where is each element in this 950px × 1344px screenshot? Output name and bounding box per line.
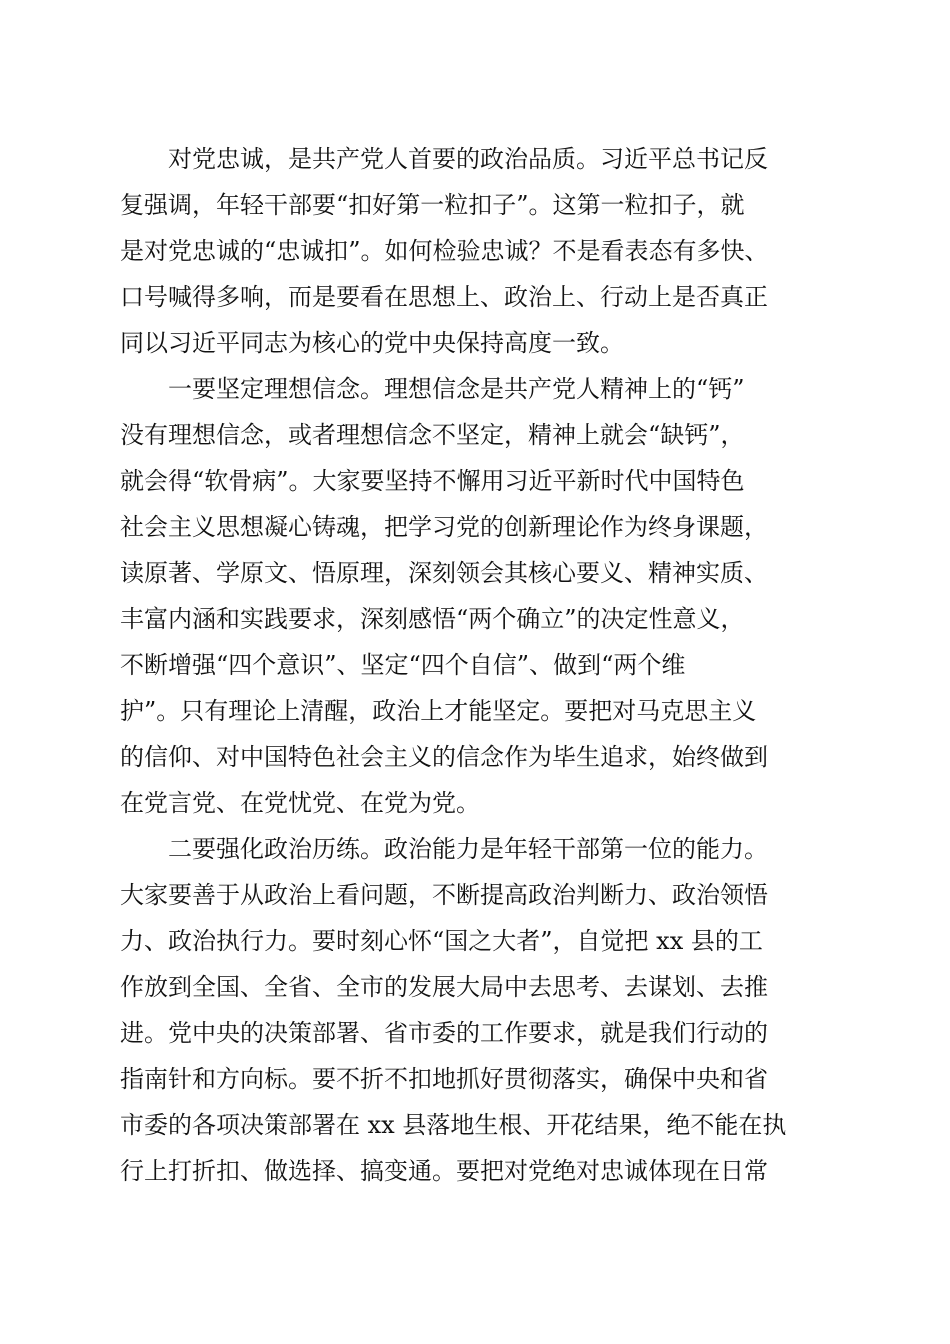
- text-line: 作放到全国、全省、全市的发展大局中去思考、去谋划、去推: [120, 973, 768, 1001]
- text-line: 没有理想信念，或者理想信念不坚定，精神上就会“缺钙”，: [120, 421, 745, 449]
- text-line: 指南针和方向标。要不折不扣地抓好贯彻落实，确保中央和省: [120, 1065, 768, 1093]
- text-line: 进。党中央的决策部署、省市委的工作要求，就是我们行动的: [120, 1019, 768, 1047]
- text-line: 口号喊得多响，而是要看在思想上、政治上、行动上是否真正: [120, 283, 768, 311]
- paragraph-political-training: [120, 826, 830, 1194]
- text-line: 一要坚定理想信念。理想信念是共产党人精神上的“钙”: [168, 375, 745, 403]
- text-line: 同以习近平同志为核心的党中央保持高度一致。: [120, 329, 624, 357]
- document-body: [120, 136, 830, 1194]
- text-line: 读原著、学原文、悟原理，深刻领会其核心要义、精神实质、: [120, 559, 768, 587]
- text-line: 二要强化政治历练。政治能力是年轻干部第一位的能力。: [168, 835, 768, 863]
- paragraph-loyalty-intro: [120, 136, 830, 366]
- text-line: 对党忠诚，是共产党人首要的政治品质。习近平总书记反: [168, 145, 768, 173]
- text-line: 不断增强“四个意识”、坚定“四个自信”、做到“两个维: [120, 651, 686, 679]
- text-line: 就会得“软骨病”。大家要坚持不懈用习近平新时代中国特色: [120, 467, 745, 495]
- text-line: 复强调，年轻干部要“扣好第一粒扣子”。这第一粒扣子，就: [120, 191, 745, 219]
- text-line: 社会主义思想凝心铸魂，把学习党的创新理论作为终身课题，: [120, 513, 768, 541]
- text-line: 是对党忠诚的“忠诚扣”。如何检验忠诚？不是看表态有多快、: [120, 237, 769, 265]
- text-line: 力、政治执行力。要时刻心怀“国之大者”，自觉把 xx 县的工: [120, 927, 763, 955]
- text-line: 护”。只有理论上清醒，政治上才能坚定。要把对马克思主义: [120, 697, 757, 725]
- text-line: 大家要善于从政治上看问题，不断提高政治判断力、政治领悟: [120, 881, 768, 909]
- text-line: 行上打折扣、做选择、搞变通。要把对党绝对忠诚体现在日常: [120, 1157, 768, 1185]
- text-line: 市委的各项决策部署在 xx 县落地生根、开花结果，绝不能在执: [120, 1111, 787, 1139]
- text-line: 的信仰、对中国特色社会主义的信念作为毕生追求，始终做到: [120, 743, 768, 771]
- text-line: 在党言党、在党忧党、在党为党。: [120, 789, 480, 817]
- text-line: 丰富内涵和实践要求，深刻感悟“两个确立”的决定性意义，: [120, 605, 745, 633]
- paragraph-ideals-beliefs: [120, 366, 830, 826]
